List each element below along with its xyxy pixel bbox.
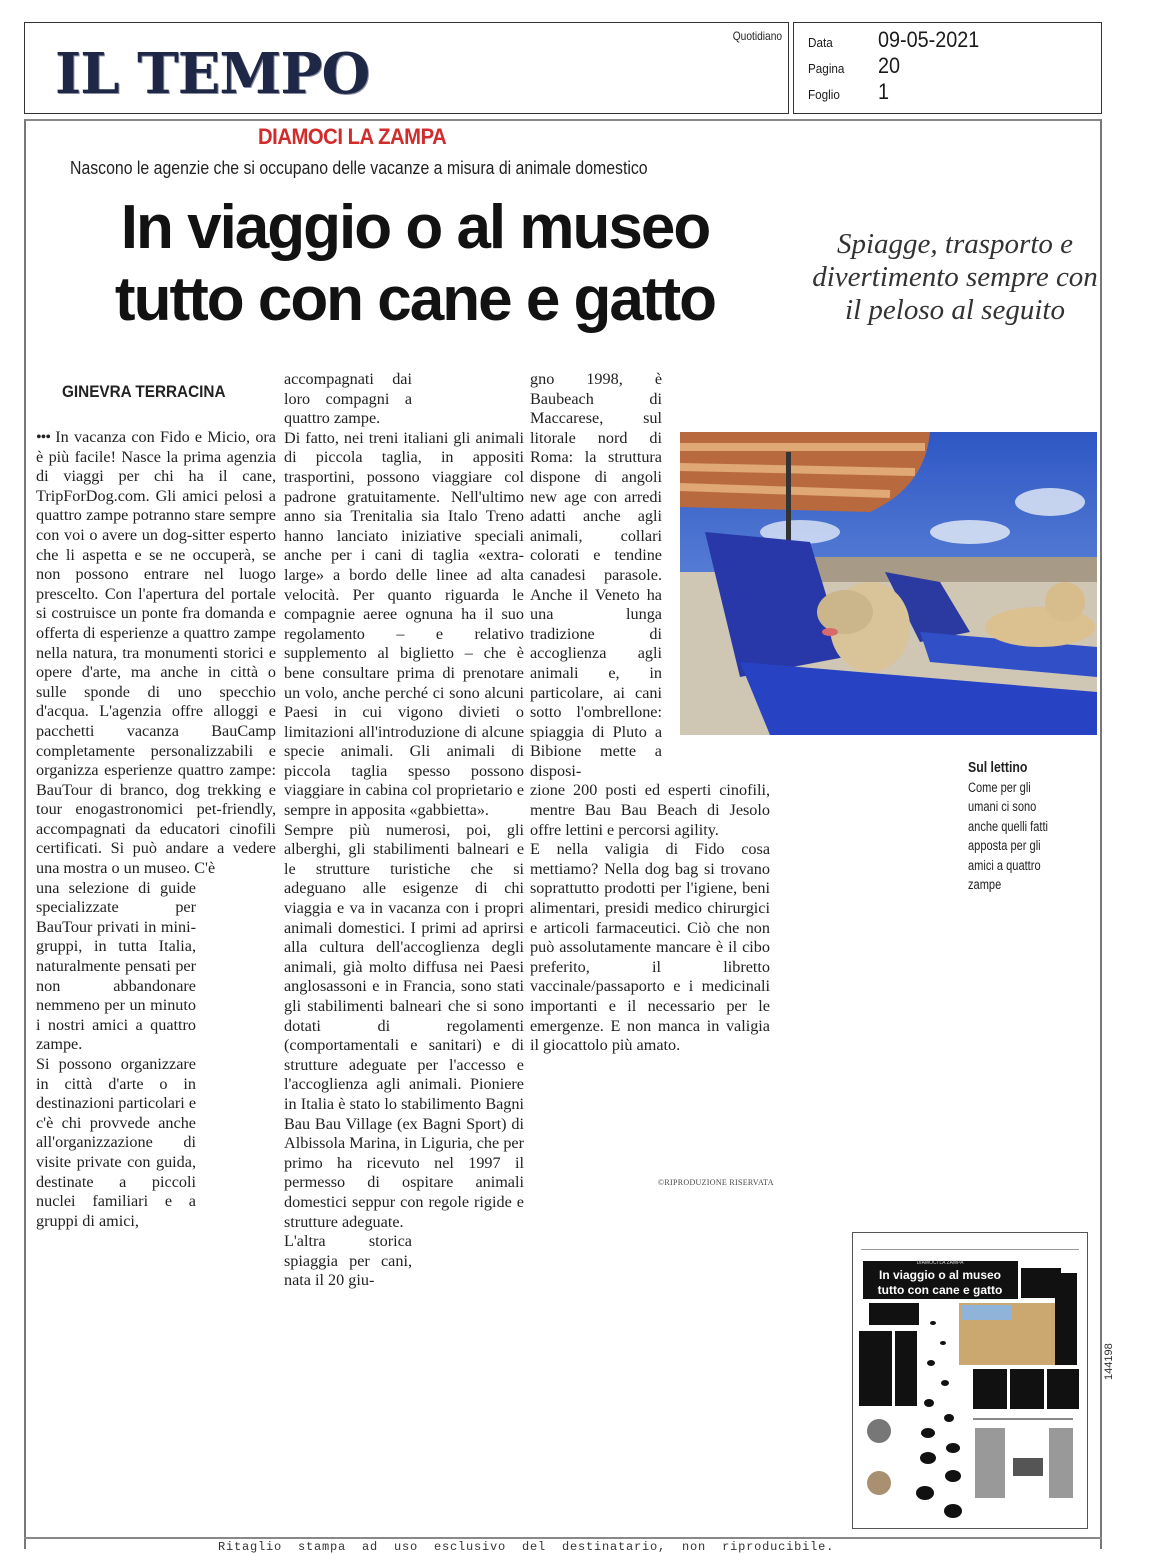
paragraph: accompagnati dai loro compagni a quattro zampe. xyxy=(284,370,412,428)
paragraph: Si possono organizzare in città d'arte o in destinazioni particolari e c'è chi provvede anche all'organizzazione di visite private con guida, destinate a piccoli nuclei familiari e a gruppi di amici, xyxy=(36,1055,197,1230)
clipping-id: 144198 xyxy=(1103,1343,1115,1380)
paragraph: una selezione di guide specializzate per BauTour privati in mini-gruppi, in tutta Italia, naturalmente pensati per non abbandonare nemmeno per un minuto i nostri amici a quattro zampe. xyxy=(36,878,196,1054)
beach-dogs-image xyxy=(680,432,1097,735)
paragraph: gno 1998, è Baubeach di Maccarese, sul litorale nord di Roma: la struttura dispone di angoli new age con arredi adatti anche agli animali, collari colorati e tendine canadesi parasole. Anche il Veneto ha una lunga tradizione di accoglienza agli animali e, in particolare, ai cani sotto l'ombrellone: spiaggia di Pluto a Bibione mette a disposi- xyxy=(530,370,662,780)
meta-sheet: Foglio 1 xyxy=(808,79,890,104)
newspaper-logo: IL TEMPO xyxy=(55,41,370,107)
paragraph: Di fatto, nei treni italiani gli animali di piccola taglia, in appositi trasportini, possono viaggiare col padrone gratuitamente. Nell'ultimo anno sia Trenitalia sia Italo Treno hanno lanciato iniziative speciali anche per i cani di taglia «extra-large» a bordo delle linee ad alta velocità. Per quanto riguarda le compagnie aeree ognuna ha il suo regolamento – e relativo supplemento al biglietto – che è bene consultare prima di prenotare un volo, anche perché ci sono alcuni Paesi in cui vigono divieti o limitazioni all'introduzione di alcune specie animali. Gli animali di piccola taglia spesso possono viaggiare in cabina col proprietario e sempre in apposita «gabbietta». xyxy=(284,428,524,820)
page-thumbnail-image xyxy=(853,1233,1087,1528)
paragraph: ••• In vacanza con Fido e Micio, ora è più facile! Nasce la prima agenzia di viaggi per chi ha il cane, TripForDog.com. Gli amici pelosi a quattro zampe potranno stare sempre con voi o avere un dog-sitter esperto che li aspetta e se ne occuperà, se non possono entrare nel luogo prescelto. Con l'apertura del portale si costruisce un ponte fra domanda e offerta di esperienze a quattro zampe nella natura, tra monumenti storici e opere d'arte, ma anche in città o sulle sponde di uno specchio d'acqua. L'agenzia offre alloggi e pacchetti vacanza BauCamp completamente personalizzabili e organizza esperienze quattro zampe: BauTour di branco, dog trekking e tour enogastronomici pet-friendly, accompagnati da educatori cinofili certificati. Si può andare a vedere una mostra o un museo. C'è xyxy=(36,428,276,878)
article-column-1 xyxy=(36,428,276,1231)
footer-rule xyxy=(24,1537,1102,1539)
byline: GINEVRA TERRACINA xyxy=(62,382,226,401)
paragraph: L'altra storica spiaggia per cani, nata il 20 giu- xyxy=(284,1232,412,1290)
thumb-headline-line: tutto con cane e gatto xyxy=(877,1283,1003,1297)
bullets-icon: ••• xyxy=(36,428,51,446)
article-kicker: DIAMOCI LA ZAMPA xyxy=(258,124,447,149)
article-subhead: Nascono le agenzie che si occupano delle vacanze a misura di animale domestico xyxy=(70,158,648,178)
caption-title: Sul lettino xyxy=(968,759,1028,776)
article-column-2 xyxy=(284,370,524,1291)
thumb-headline-line: In viaggio o al museo xyxy=(878,1268,1002,1282)
article-deck: Spiagge, trasporto e divertimento sempre con il peloso al seguito xyxy=(812,228,1098,326)
headline-line: tutto con cane e gatto xyxy=(114,265,716,334)
meta-date: Data 09-05-2021 xyxy=(808,27,980,52)
footer-disclaimer: Ritaglio stampa ad uso esclusivo del destinatario, non riproducibile. xyxy=(218,1540,835,1554)
thumb-kicker: DIAMOCI LA ZAMPA xyxy=(916,1260,964,1266)
page-thumbnail xyxy=(852,1232,1088,1529)
masthead xyxy=(24,22,789,114)
paragraph: zione 200 posti ed esperti cinofili, mentre Bau Bau Beach di Jesolo offre lettini e percorsi agility. xyxy=(530,781,770,839)
publication-meta xyxy=(793,22,1102,114)
article-headline xyxy=(45,192,785,336)
copyright-notice: ©RIPRODUZIONE RISERVATA xyxy=(658,1178,774,1187)
paragraph: E nella valigia di Fido cosa mettiamo? Nella dog bag si trovano soprattutto prodotti per l'igiene, beni alimentari, presidi medico chirurgici e articoli farmaceutici. Ciò che non può assolutamente mancare è il cibo preferito, il libretto vaccinale/passaporto e i medicinali importanti e il necessario per le emergenze. E non manca in valigia il giocattolo più amato. xyxy=(530,840,770,1055)
meta-page: Pagina 20 xyxy=(808,53,901,78)
headline-line: In viaggio o al museo xyxy=(120,193,710,262)
paragraph: Sempre più numerosi, poi, gli alberghi, gli stabilimenti balneari e le strutture turistiche che si adeguano alle esigenze di chi viaggia e va in vacanza con i propri animali domestici. I primi ad aprirsi alla cultura dell'accoglienza degli animali, già molto diffusa nei Paesi anglosassoni e in Francia, sono stati gli stabilimenti balneari che si sono dotati di regolamenti (comportamentali e sanitari) e di strutture adeguate per l'accesso e l'accoglienza agli animali. Pioniere in Italia è stato lo stabilimento Bagni Bau Bau Village (ex Bagni Sport) di Albissola Marina, in Liguria, che per primo ha ricevuto nel 1997 il permesso di ospitare animali domestici seppur con regole rigide e strutture adeguate. xyxy=(284,820,524,1231)
article-photo xyxy=(680,432,1097,735)
photo-caption xyxy=(968,758,1058,895)
caption-text: Come per gli umani ci sono anche quelli fatti apposta per gli amici a quattro zampe xyxy=(968,779,1049,892)
frequency-label: Quotidiano xyxy=(732,29,782,43)
